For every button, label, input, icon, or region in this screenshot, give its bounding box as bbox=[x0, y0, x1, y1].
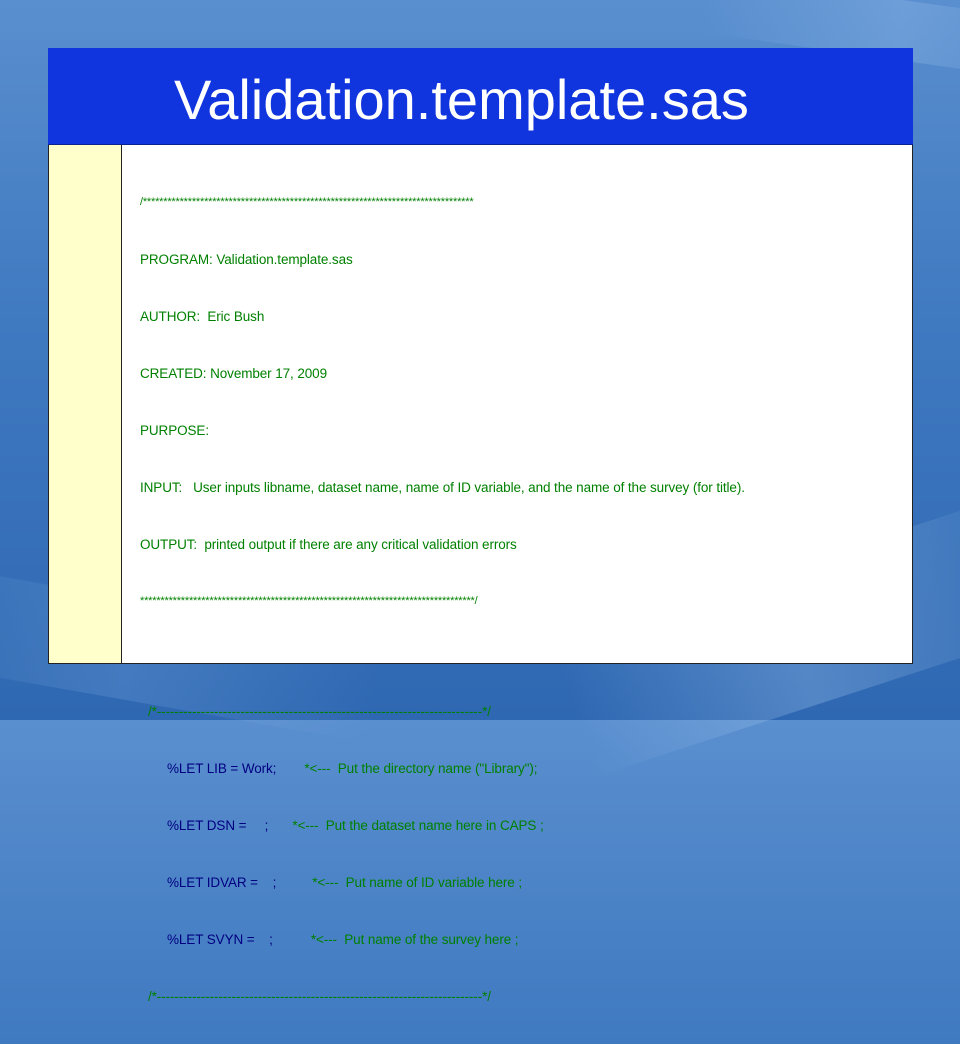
input-line: INPUT: User inputs libname, dataset name, name of ID variable, and the name of the survey (for title). bbox=[140, 480, 745, 495]
divider-bottom: /*--------------------------------------------------------------------------*/ bbox=[148, 989, 491, 1004]
let-dsn-comment: *<--- Put the dataset name here in CAPS ; bbox=[292, 818, 544, 833]
let-svyn-statement: %LET SVYN = ; bbox=[167, 932, 273, 947]
let-lib-line bbox=[140, 759, 745, 778]
divider-top: /*--------------------------------------------------------------------------*/ bbox=[148, 704, 491, 719]
slide-title: Validation.template.sas bbox=[174, 68, 749, 131]
let-svyn-line bbox=[140, 930, 745, 949]
output-line: OUTPUT: printed output if there are any critical validation errors bbox=[140, 537, 517, 552]
blank-line bbox=[140, 649, 745, 664]
let-lib-comment: *<--- Put the directory name ("Library"); bbox=[304, 761, 538, 776]
header-border-bottom: **********************************************************************************/ bbox=[140, 595, 478, 607]
let-svyn-comment: *<--- Put name of the survey here ; bbox=[310, 932, 519, 947]
code-listing bbox=[140, 155, 745, 1044]
purpose-line: PURPOSE: bbox=[140, 423, 209, 438]
author-line: AUTHOR: Eric Bush bbox=[140, 309, 265, 324]
code-panel bbox=[48, 145, 913, 1004]
let-dsn-line bbox=[140, 816, 745, 835]
let-idvar-comment: *<--- Put name of ID variable here ; bbox=[312, 875, 522, 890]
let-dsn-statement: %LET DSN = ; bbox=[167, 818, 269, 833]
let-lib-statement: %LET LIB = Work; bbox=[167, 761, 277, 776]
created-line: CREATED: November 17, 2009 bbox=[140, 366, 327, 381]
program-line: PROGRAM: Validation.template.sas bbox=[140, 252, 353, 267]
header-border-top: /********************************************************************************* bbox=[140, 196, 474, 208]
slide-title-bar bbox=[48, 48, 913, 145]
let-idvar-line bbox=[140, 873, 745, 892]
left-margin-strip bbox=[49, 145, 122, 663]
let-idvar-statement: %LET IDVAR = ; bbox=[167, 875, 277, 890]
